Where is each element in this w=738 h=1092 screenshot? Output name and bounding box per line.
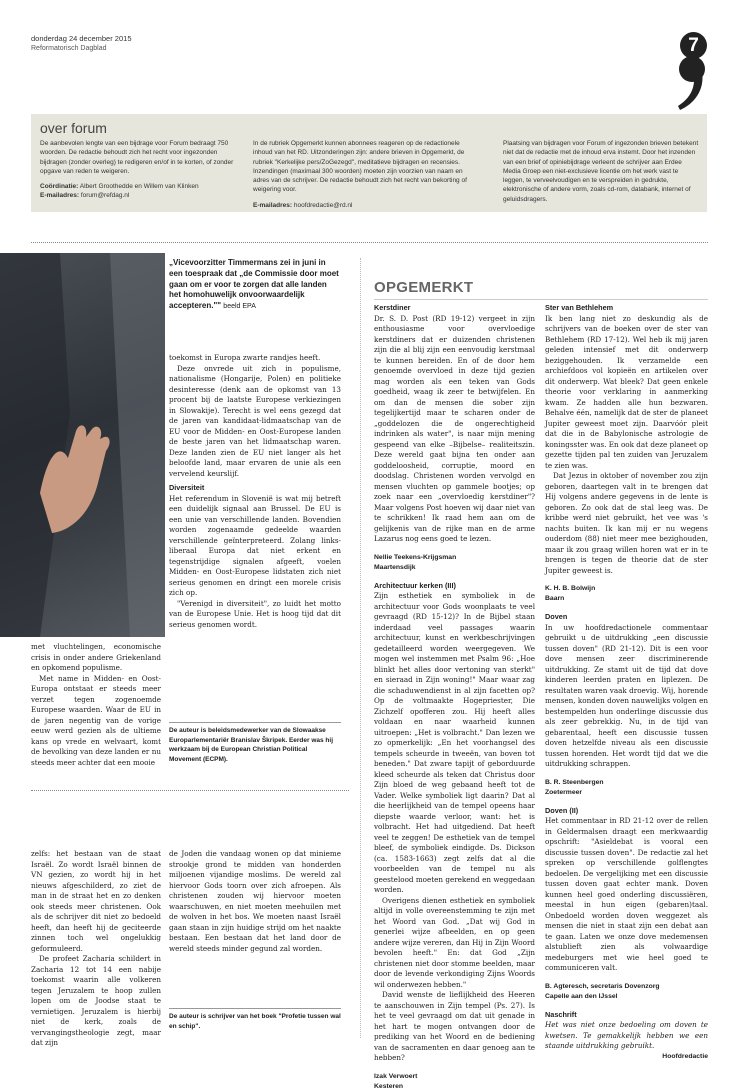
paragraph: Deze onvrede uit zich in populisme, nationalisme (Hongarije, Polen) en politieke desinteresse (denk aan de opkomst van 13 procent bij de laatste Europese verkiezingen in Slowakije). Terecht is wel eens gezegd dat de jaren van kandidaat-lidmaatschap van de EU voor de Midden- en Oost-Europese landen de beste jaren van het lidmaatschap waren. Deze landen zien de EU niet langer als het beloofde land, maar ervaren de unie als een vervelend keurslijf. [169, 363, 341, 478]
letter-author: B. Agteresch, secretaris Dovenzorg [545, 982, 660, 990]
naschrift-text: Het was niet onze bedoeling om doven te kwetsen. Te gemakkelijk hebben we een staande uitdrukking gebruikt. [545, 1020, 708, 1050]
page-number: 7 [680, 32, 707, 59]
forum-email-link[interactable]: forum@refdag.nl [80, 192, 130, 200]
letter-author: K. H. B. Bolwijn [545, 585, 596, 592]
photo-caption [169, 258, 341, 313]
paragraph: De profeet Zacharia schildert in Zacharia 12 tot 14 een nabije toekomst waarin alle volkeren tegen Jeruzalem te hoop zullen lopen om de Joodse staat te vernietigen. Jeruzalem is hierbij niet de kerk, zoals de vervangingstheologie zegt, maar dat zijn [31, 954, 161, 1047]
letter-place: Capelle aan den IJssel [545, 992, 618, 1000]
paragraph: "Verenigd in diversiteit", zo luidt het motto van de Europese Unie. Het is hoog tijd dat dit serieus genomen wordt. [169, 598, 341, 629]
article-left-column [31, 642, 161, 768]
author-note-2: De auteur is schrijver van het boek "Profetie tussen wal en schip". [169, 1013, 341, 1030]
paragraph: toekomst in Europa zwarte randjes heeft. [169, 353, 321, 362]
article-middle-column [169, 353, 341, 630]
letter-heading: Kerstdiner [374, 303, 411, 312]
letter-paragraph: Dat Jezus in oktober of november zou zijn geboren, daartegen valt in te brengen dat Hij volgens andere gegevens in de lente is geboren. Zo ook dat de stal leeg was. De kribbe werd niet gebruikt, het vee was 's nachts buiten. Ik kan mij er nu wegens ouderdom (88) niet meer mee bezighouden, maar ik zou graag willen horen wat er in te brengen is tegen de theorie dat de ster Jupiter geweest is. [545, 471, 708, 575]
letter-heading: Architectuur kerken (III) [374, 580, 456, 590]
letter-place: Zoetermeer [545, 788, 583, 796]
letter-heading: Ster van Bethlehem [545, 303, 614, 312]
letter-author: B. R. Steenbergen [545, 778, 604, 786]
forum-guidelines: De aanbevolen lengte van een bijdrage voor Forum bedraagt 750 woorden. De redactie behoudt zich het recht voor ingezonden bijdragen (zonder overleg) te redigeren en/of in te korten, of zonder opgave van reden te weigeren. [40, 140, 234, 175]
letter-paragraph: Overigens dienen esthetiek en symboliek altijd in volle overeenstemming te zijn met het Woord van God. „Dat wij God in generlei wijze afbeelden, en op geen andere wijze vereren, dan Hij in Zijn Woord bevolen heeft." En: dat God „Zijn christenen niet door stomme beelden, maar door de levende verkondiging Zijns Woords wil onderwezen hebben." [374, 895, 535, 989]
letter-place: Kesteren [374, 1082, 404, 1090]
naschrift-signature: Hoofdredactie [662, 1052, 708, 1060]
opgemerkt-guidelines: In de rubriek Opgemerkt kunnen abonnees reageren op de redactionele inhoud van het RD. Uitzonderingen zijn: andere brieven in Opgemerkt, de rubriek "Kerkelijke pers/ZoGezegd", meditatieve bijdragen en recensies. Inzendingen (maximaal 300 woorden) moeten zijn voorzien van naam en adres van de schrijver. De redactie behoudt zich het recht van bekorting of weigering voor. [253, 140, 467, 194]
paragraph: met vluchtelingen, economische crisis in onder andere Griekenland en opkomend populisme. [31, 642, 161, 672]
letter-heading: Doven [545, 612, 568, 621]
letters-column-2 [545, 303, 708, 1062]
rule [169, 1008, 341, 1009]
comma-logo-icon [672, 52, 712, 112]
forum-coordination: Coördinatie: Albert Groothedde en Willem van Klinken [40, 183, 199, 191]
column-divider [360, 258, 361, 1038]
issue-date: donderdag 24 december 2015 [31, 34, 132, 43]
subheading-diversiteit: Diversiteit [169, 483, 205, 492]
paragraph: de Joden die vandaag wonen op dat minieme strookje grond te midden van honderden miljoenen vijandige moslims. De wereld zal hiervoor Gods toorn over zich afroepen. Als christenen zouden wij hiervoor moeten waarschuwen, en niet moeten meehuilen met de wolven in het bos. We moeten naast Israël gaan staan in zijn huidige strijd om het naakte bestaan. Een bestaan dat het land door de wereld steeds minder gegund zal worden. [169, 849, 341, 953]
letter-paragraph: Zijn esthetiek en symboliek in de architectuur voor Gods woonplaats te veel gevraagd (RD 15-12)? In de Bijbel staan inderdaad veel passages waarin architectuur, kunst en werkbeschrijvingen gedetailleerd worden weergegeven. We mogen wel instemmen met Psalm 96: „Hoe blinkt het alles door vertoning van sterkt" en sieraad in Zijn woning!" Maar waar zag die schaduwendienst in al zijn facetten op? Op de voltmaakte Hogepriester, Die Zichzelf opofferen zou. Hij heeft alles voldaan en naar waarheid kunnen uitroepen: „Het is volbracht." Dan lezen we zo opmerkelijk: „En het voorhangsel des tempels scheurde in tweeën, van boven tot beneden." Dat zware tapijt of geborduurde kleed scheurde als teken dat Christus door Zijn bloed de weg gebaand heeft tot de Vader. Welke symboliek ligt daarin? Dat al die heerlijkheid van de tempel opeens haar diepste waarde verloor, want: het is volbracht. Het had uitgediend. Dat heeft veel te zeggen! De esthetiek van de tempel bleef, de symboliek eindigde. Ds. Dickson (ca. 1583-1663) zegt zelfs dat al die voorbeelden van de tempel nu als geestelood moeten gerekend en weggedaan worden. [374, 591, 535, 894]
letter-author: Izak Verwoert [374, 1072, 418, 1080]
letter-heading: Doven (II) [545, 805, 579, 815]
letters-column-1 [374, 303, 535, 1092]
letter-place: Maartensdijk [374, 563, 416, 571]
speaker-hand-image [0, 253, 165, 637]
forum-column-1 [40, 139, 236, 201]
photo-credit: beeld EPA [223, 303, 256, 311]
dotted-divider [31, 790, 349, 791]
article2-left-column [31, 849, 161, 1049]
letter-paragraph: David wenste de lieflijkheid des Heeren te aanschouwen in Zijn tempel (Ps. 27). Is het te veel gevraagd om dat uit genade in het hart te mogen ontvangen door de prediking van het Woord en de bediening van de sacramenten en daar genoeg aan te hebben? [374, 990, 535, 1062]
dotted-divider [31, 242, 708, 243]
opgemerkt-title: OPGEMERKT [374, 279, 474, 296]
letter-author: Nellie Teekens-Krijgsman [374, 553, 457, 561]
rule [169, 722, 341, 723]
license-text: Plaatsing van bijdragen voor Forum of ingezonden brieven betekent niet dat de redactie met de inhoud erva instemt. Door het inzenden van een brief of opiniebijdrage verleent de schrijver aan Erdee Media Groep een niet-exclusieve licentie om het werk vast te leggen, te verveelvoudigen en te verspreiden in gedrukte, elektronische of andere vorm, zoals cd-rom, databank, internet of geluidsdragers. [503, 140, 699, 203]
book-title: "Profetie tussen wal en schip". [169, 1013, 341, 1030]
letter-paragraph: Ik ben lang niet zo deskundig als de schrijvers van de boeken over de ster van Bethlehem (RD 17-12). Wel heb ik mij jaren geleden intensief met dit onderwerp beziggehouden. Ik verzamelde een archiefdoos vol kopieën en artikelen over dit onderwerp. Wat bleek? Dat geen enkele theorie voor verklaring in aanmerking kwam. Ze hadden alle hun bezwaren. Behalve één, namelijk dat de ster de planeet Jupiter geweest moet zijn. Daarvóór pleit dat die in de Babylonische astrologie de koningsster was. En ook dat deze planeet op gezette tijden pal ten zuiden van Jeruzalem te zien was. [545, 313, 708, 470]
forum-column-2 [253, 139, 475, 210]
letter-paragraph: In uw hoofdredactionele commentaar gebruikt u de uitdrukking „een discussie tussen doven" (RD 21-12). Dit is een voor dove mensen zeer discriminerende uitdrukking. Ze stamt uit de tijd dat dove kinderen leerden praten en liplezen. De resultaten waren vaak droevig. Wij, horende mensen, konden doven nauwelijks volgen en bestempelden hun onderlinge discussie dus als zeer gebrekkig. Nu, in de tijd van gebarentaal, heeft een discussie tussen doven hetzelfde niveau als een discussie tussen horenden. Het wordt tijd dat we die uitdrukking schrappen. [545, 622, 708, 768]
caption-quote: „Vicevoorzitter Timmermans zei in juni in een toespraak dat „de Commissie door moet gaan om er voor te zorgen dat alle landen het homohuwelijk onvoorwaardelijk accepteren."" [169, 258, 339, 311]
naschrift-heading: Naschrift [545, 1009, 577, 1019]
forum-email: E-mailadres: forum@refdag.nl [40, 192, 130, 200]
opgemerkt-email: E-mailadres: hoofdredactie@rd.nl [253, 201, 353, 209]
article2-right-column [169, 849, 341, 954]
author-note: De auteur is beleidsmedewerker van de Slowaakse Europarlementariër Branislav Škripek. Eerder was hij werkzaam bij de European Christian Political Movement (ECPM). [169, 727, 334, 763]
title-rule [374, 299, 708, 300]
article-photo [0, 253, 165, 637]
letter-paragraph: Het commentaar in RD 21-12 over de rellen in Geldermalsen draagt een merkwaardig opschrift: "Asieldebat is vooral een discussie tussen doven". De redactie zal het spreken op verschillende golflengtes bedoelen. De vergelijking met een discussie tussen doven gaat echter mank. Doven kunnen heel goed onderling discussiëren, meestal in hun eigen (gebaren)taal. Onbedoeld worden doven weggezet als mensen die niet in staat zijn een debat aan te gaan. Laten we onze dove medemensen alstublieft zien als volwaardige medeburgers met wie heel goed te communiceren valt. [545, 816, 708, 972]
paragraph: zelfs: het bestaan van de staat Israël. Zo wordt Israël binnen de VN gezien, zo wordt hij in het nieuws afgeschilderd, zo ziet de man in de straat het en zo denken ook steeds meer christenen. Ook als de schrijver dit niet zo bedoeld heeft, dan heeft hij de geciteerde zinnen toch wel ongelukkig geformuleerd. [31, 849, 161, 953]
forum-title: over forum [40, 120, 107, 136]
letter-paragraph: Dr. S. D. Post (RD 19-12) vergeet in zijn enthousiasme voor overvloedige kerstdiners dat er duizenden christenen zijn die al blij zijn een eenvoudig kerstmaal te kunnen bereiden. En of de door hem genoemde overvloed in deze tijd gezien mag worden als een teken van Gods goedheid, waag ik zeer te betwijfelen. En om dan de mensen die sober zijn tegelijkertijd maar te scharen onder de „goddelozen die de ongerechtigheid indrinken als water", is naar mijn mening gespeend van elke –Bijbelse– realiteitszin. Deze wereld gaat bijna ten onder aan goddeloosheid, corruptie, moord en doodslag. Christenen worden vervolgd en mensen vluchten op gammele bootjes; op zoek naar een „overvloedig kerstdiner"? Maar volgens Post hoeven wij daar niet van te schrikken! Ik raad hem aan om de gelijkenis van de rijke man en de arme Lazarus nog eens goed te lezen. [374, 313, 535, 543]
opgemerkt-email-link[interactable]: hoofdredactie@rd.nl [293, 201, 353, 209]
paragraph: Het referendum in Slovenië is wat mij betreft een duidelijk signaal aan Brussel. De EU is een unie van verschillende landen. Bovendien worden zogenaamde gedeelde waarden verschillende geïnterpreteerd. Zolang links-liberaal Europa dat niet erkent en tegenstrijdige signalen afgeeft, voelen Midden- en Oost-Europese lidstaten zich niet serieus genomen en dringt een morele crisis zich op. [169, 493, 341, 597]
paragraph: Met name in Midden- en Oost-Europa ontstaat er steeds meer verzet tegen zogenoemde Europese waarden. Waar de EU in de jaren negentig van de vorige eeuw werd gezien als de ultieme kans op vrede en welvaart, komt de bevolking van deze landen er nu steeds meer achter dat een mooie [31, 673, 161, 767]
newspaper-name: Reformatorisch Dagblad [31, 45, 107, 52]
letter-place: Baarn [545, 595, 565, 602]
forum-column-3 [503, 139, 701, 204]
